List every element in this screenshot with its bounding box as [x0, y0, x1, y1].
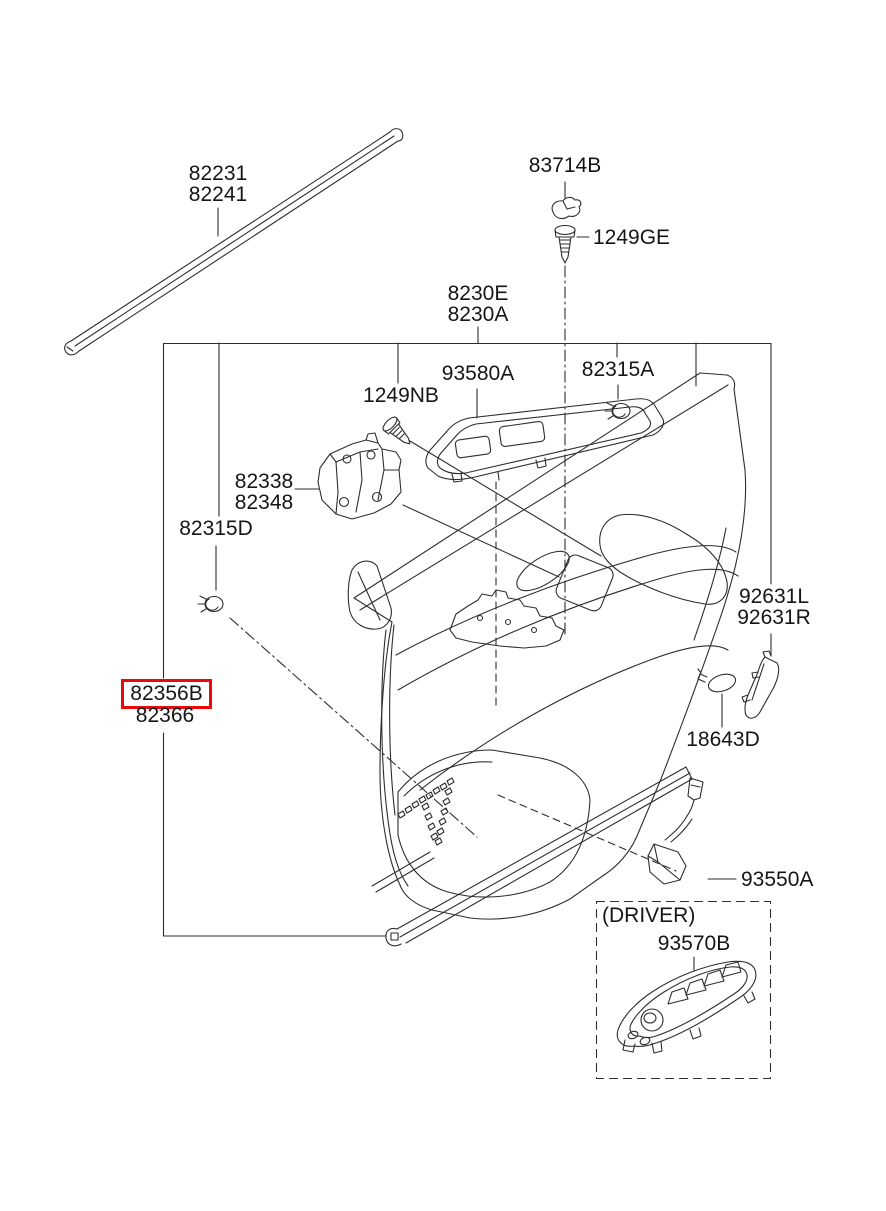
part-label-bracket[interactable] [214, 471, 314, 513]
switch-bezel-drawing [426, 399, 664, 482]
part-label-18643d[interactable]: 18643D [686, 728, 760, 751]
part-label-1249nb[interactable]: 1249NB [363, 384, 439, 407]
part-label-93570b[interactable]: 93570B [657, 932, 731, 955]
part-number: 82348 [234, 491, 294, 514]
clip-drawing-82315a [605, 403, 630, 419]
part-label-93580a[interactable]: 93580A [441, 362, 515, 385]
part-label-82315a[interactable]: 82315A [581, 358, 655, 381]
driver-box-drawing [597, 902, 771, 1079]
part-number: 92631L [738, 585, 810, 608]
part-label-82366[interactable]: 82366 [135, 704, 195, 727]
screw-drawing-1249nb [381, 415, 416, 450]
part-number: 82231 [188, 162, 248, 185]
bulb-drawing-18643d [698, 669, 738, 727]
part-number: 82338 [234, 470, 294, 493]
part-number: 8230A [447, 303, 509, 326]
clip-drawing-82315d [198, 596, 223, 612]
driver-caption: (DRIVER) [602, 904, 696, 927]
screw-drawing-1249ge [555, 226, 589, 264]
speaker-hatch [398, 778, 454, 845]
part-label-lamp[interactable] [724, 586, 824, 628]
part-number: 92631R [737, 606, 811, 629]
part-label-weatherstrip[interactable] [168, 163, 268, 205]
part-number: 8230E [447, 282, 509, 305]
part-label-93550a[interactable]: 93550A [741, 868, 814, 891]
part-number: 82241 [188, 183, 248, 206]
part-label-door-trim[interactable] [428, 283, 528, 325]
lamp-drawing [742, 651, 779, 718]
wiring-drawing-93550a [648, 778, 736, 884]
part-label-1249ge[interactable]: 1249GE [593, 226, 671, 249]
clip-drawing-83714b [552, 182, 581, 219]
part-label-83714b[interactable]: 83714B [528, 154, 602, 177]
part-label-82315d[interactable]: 82315D [179, 517, 253, 540]
part-label-82356b-selected: 82356B [130, 682, 203, 705]
